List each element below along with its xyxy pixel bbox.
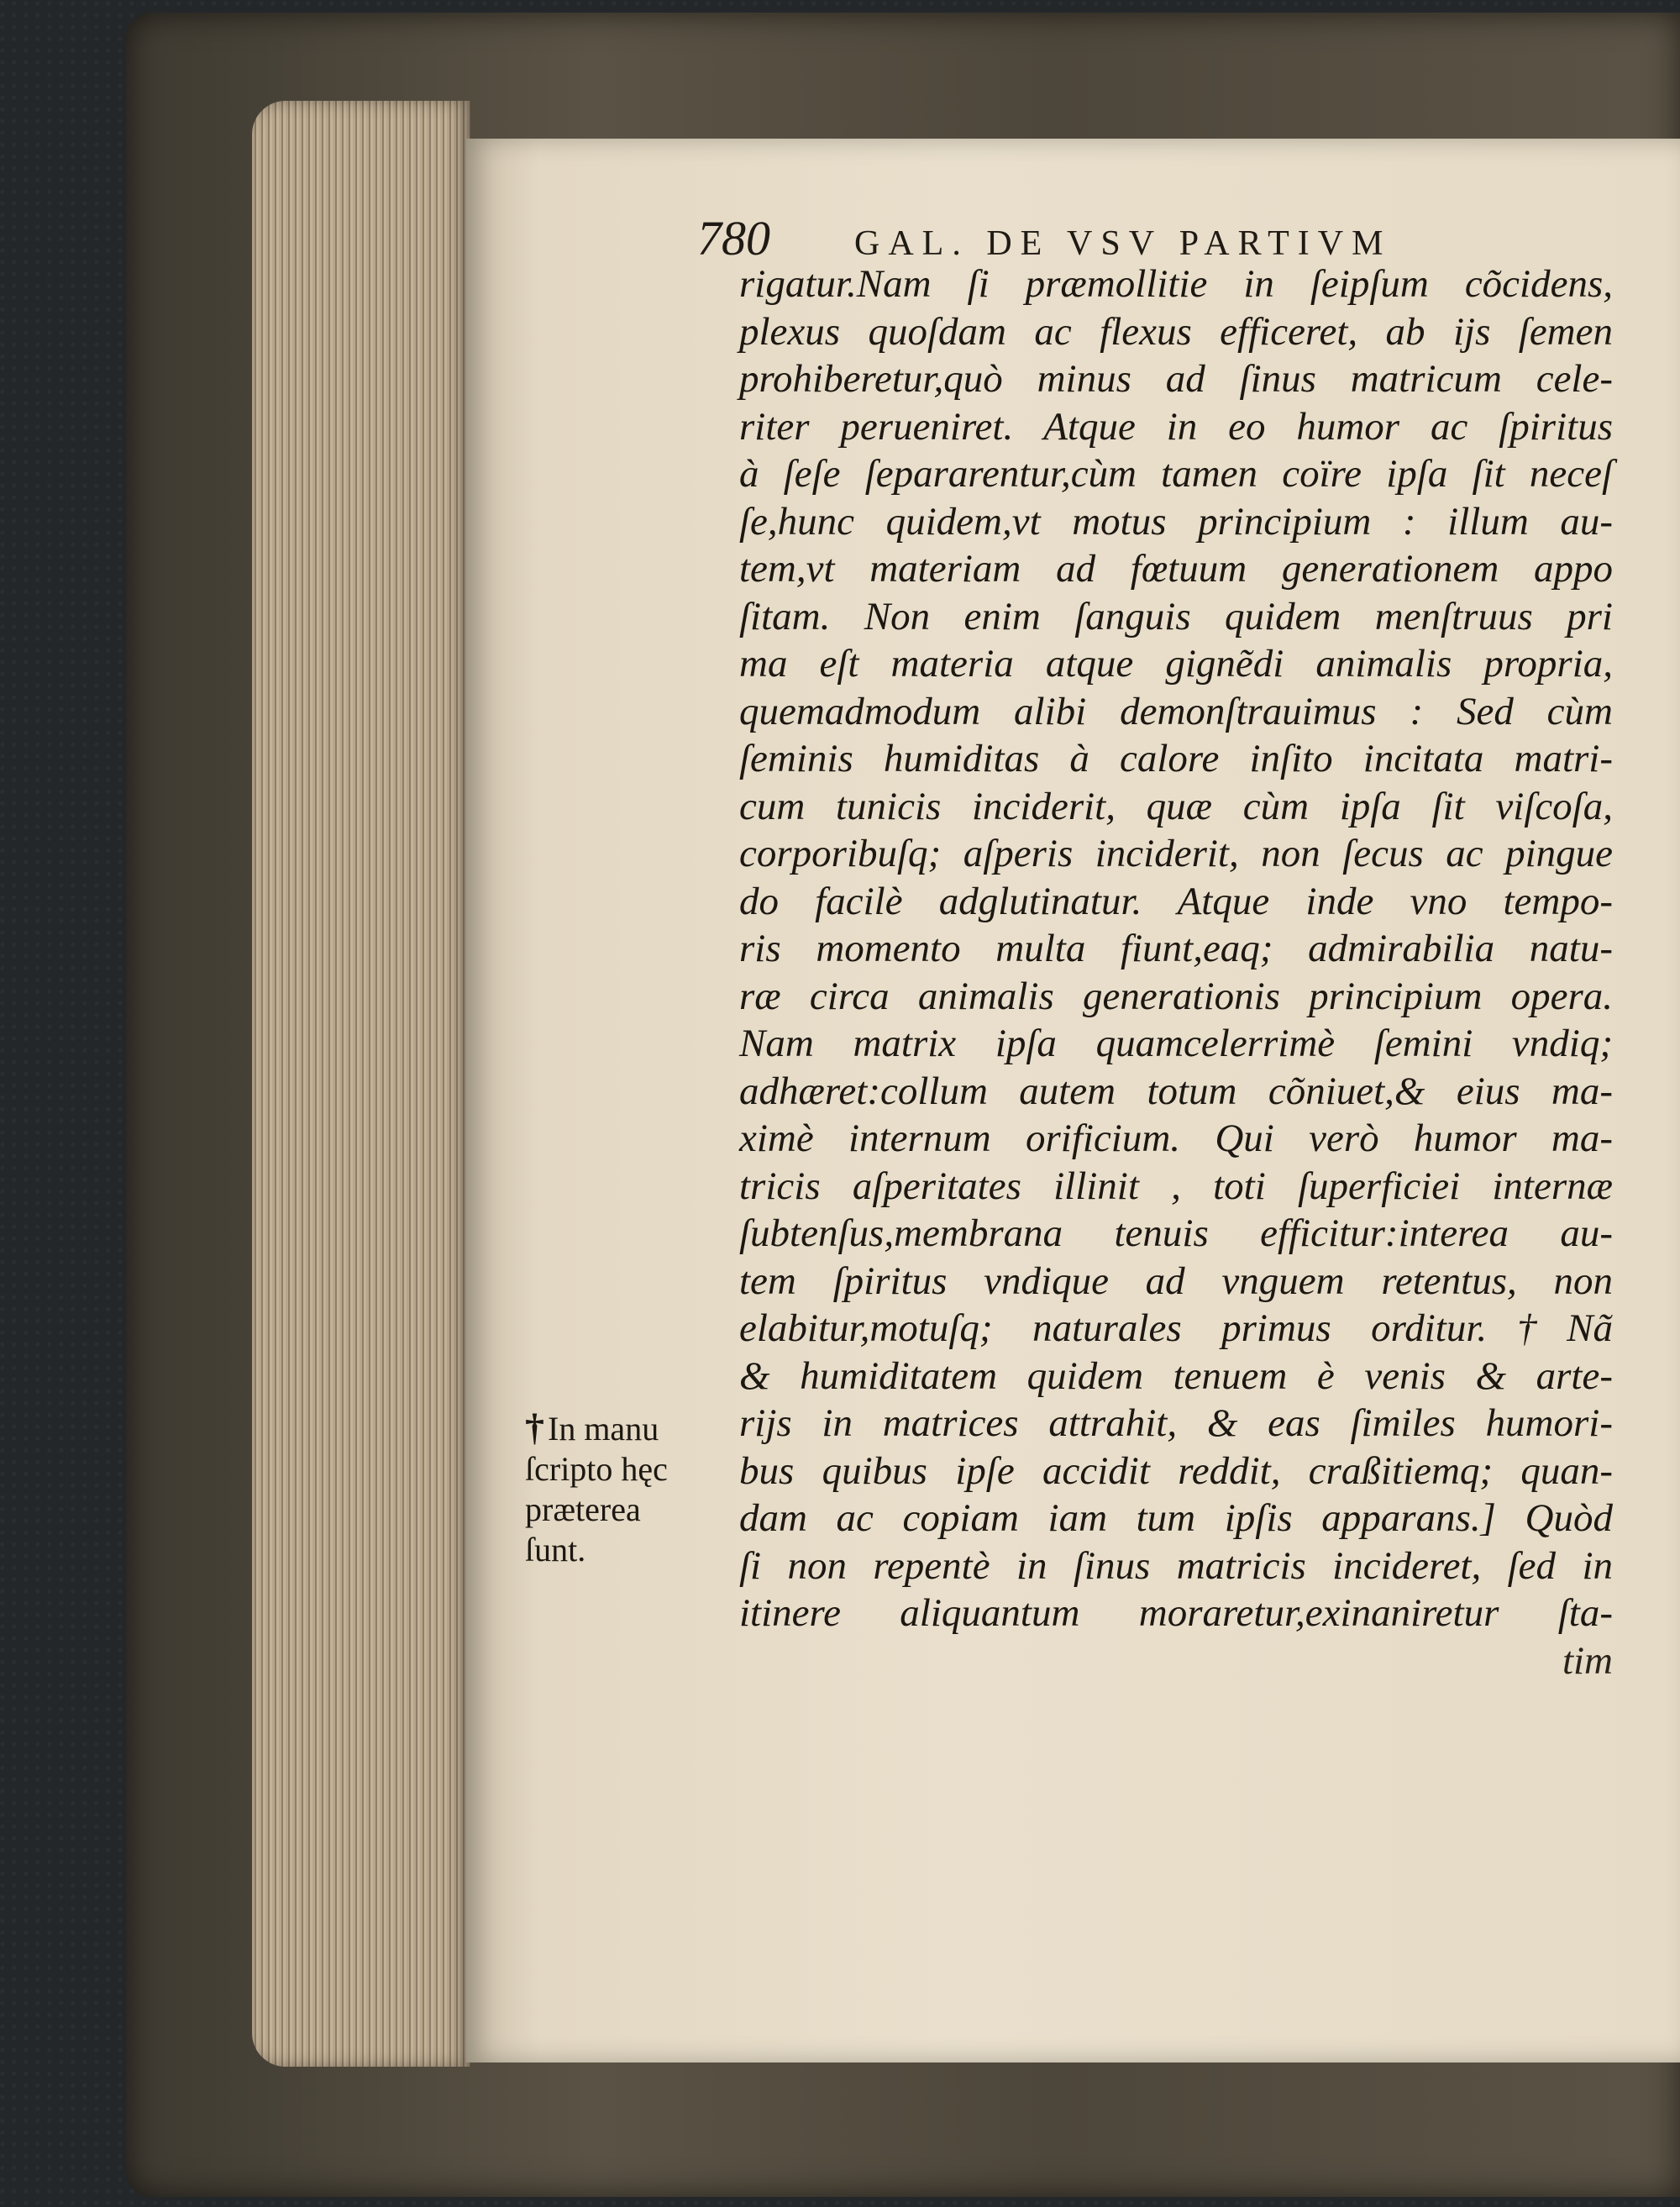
text-line: adhæret:collum autem totum cõniuet,& eius ma- (739, 1069, 1613, 1113)
margin-note-text: ſunt. (525, 1531, 586, 1569)
text-line: bus quibus ipſe accidit reddit, craßitiemq; quan- (739, 1448, 1613, 1493)
page-edges (252, 101, 470, 2067)
text-line: ræ circa animalis generationis principium opera. (739, 974, 1613, 1018)
text-line: ſubtenſus,membrana tenuis efficitur:interea au- (739, 1211, 1613, 1255)
dagger-icon: † (525, 1406, 544, 1448)
text-line: prohiberetur,quò minus ad ſinus matricum cele- (739, 357, 1613, 401)
text-line: Nam matrix ipſa quamcelerrimè ſemini vndiq; (739, 1022, 1613, 1065)
text-line: tem ſpiritus vndique ad vnguem retentus, non (739, 1259, 1613, 1303)
text-line: cum tunicis inciderit, quæ cùm ipſa ſit viſcoſa, (739, 784, 1613, 828)
margin-note-line (525, 1449, 727, 1490)
running-head (697, 210, 1621, 266)
text-line: rigatur.Nam ſi præmollitie in ſeipſum cõcidens, (739, 262, 1613, 306)
text-line: ma eſt materia atque gignẽdi animalis propria, (739, 642, 1613, 686)
running-title: GAL. DE VSV PARTIVM (854, 224, 1392, 263)
text-line: itinere aliquantum moraretur,exinaniretur ſta- (739, 1591, 1613, 1635)
text-line: corporibuſq; aſperis inciderit, non ſecus ac pingue (739, 832, 1613, 875)
text-line: à ſeſe ſepararentur,cùm tamen coïre ipſa ſit neceſ (739, 452, 1613, 496)
text-line: ſeminis humiditas à calore inſito incitata matri- (739, 737, 1613, 780)
text-line: ſe,hunc quidem,vt motus principium : illum au- (739, 499, 1613, 544)
margin-note-text: In manu (548, 1410, 659, 1448)
body-text (739, 260, 1613, 1684)
text-line: dam ac copiam iam tum ipſis apparans.] Quòd (739, 1496, 1613, 1540)
margin-note-line (525, 1490, 727, 1530)
text-line: plexus quoſdam ac flexus efficeret, ab ijs ſemen (739, 309, 1613, 354)
margin-note-text: præterea (525, 1490, 641, 1528)
text-line: ximè internum orificium. Qui verò humor ma- (739, 1117, 1613, 1160)
text-line: ris momento multa fiunt,eaq; admirabilia natu- (739, 927, 1613, 970)
margin-note (525, 1407, 727, 1570)
catchword: tim (1562, 1638, 1613, 1683)
page-number: 780 (697, 211, 770, 265)
margin-note-line (525, 1530, 727, 1570)
text-line: tem,vt materiam ad fœtuum generationem appo (739, 547, 1613, 591)
text-line: riter perueniret. Atque in eo humor ac ſpiritus (739, 404, 1613, 449)
text-line: do facilè adglutinatur. Atque inde vno tempo- (739, 879, 1613, 923)
margin-note-text: ſcripto hęc (525, 1450, 668, 1488)
text-line: tricis aſperitates illinit , toti ſuperficiei internæ (739, 1164, 1613, 1208)
text-line: ſitam. Non enim ſanguis quidem menſtruus pri (739, 594, 1613, 638)
text-line: ſi non repentè in ſinus matricis incideret, ſed in (739, 1543, 1613, 1588)
text-line: & humiditatem quidem tenuem è venis & arte- (739, 1353, 1613, 1398)
margin-note-line (525, 1407, 727, 1449)
text-line: elabitur,motuſq; naturales primus orditur.†Nã (739, 1306, 1613, 1350)
text-line: quemadmodum alibi demonſtrauimus : Sed cùm (739, 689, 1613, 733)
text-line: rijs in matrices attrahit, & eas ſimiles humori- (739, 1401, 1613, 1445)
